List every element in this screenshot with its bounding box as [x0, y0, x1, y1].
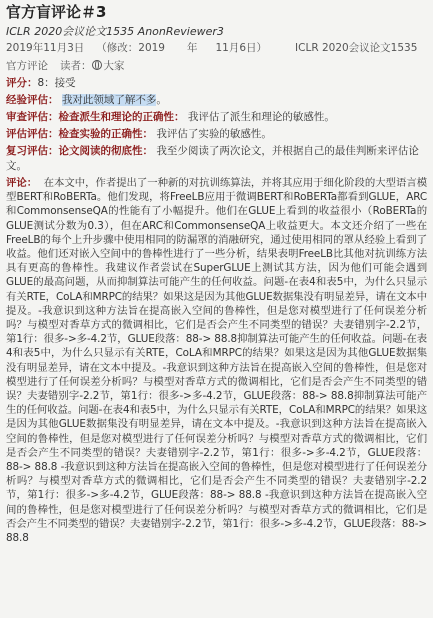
- readers-label: 读者：: [60, 60, 92, 72]
- experience-value[interactable]: 我对此领域了解不多: [61, 94, 157, 106]
- venue-short: ICLR 2020会议论文1535: [295, 42, 418, 54]
- reading-label: 复习评估：论文阅读的彻底性：: [6, 145, 153, 157]
- rating-label: 评分：: [6, 77, 38, 89]
- experiments-field: [6, 127, 427, 142]
- review-text: 在本文中，作者提出了一种新的对抗训练算法，并将其应用于细化阶段的大型语言模型BERT和RoBERTa。他们发现，将FreeLB应用于微调BERT和RoBERTa都看到GLUE，ARC和CommonsenseQA的性能有了小幅提升。他们在GLUE上看到的收益很小（RoBERTa的GLUE测试分数为0.3），但在ARC和CommonsenseQA上收益更大。本文还介绍了一些在FreeLB的每个上升步骤中使用相同的防漏罩的消融研究，通过使用相同的罩从经验上看到了收益。他们还对嵌入空间中的鲁棒性进行了一些分析，结果表明FreeLB比其他对抗训练方法具有更高的鲁棒性。我建议作者尝试在SuperGLUE上测试其方法，因为他们可能会遇到GLUE的最高问题，从而抑制算法可能产生的任何收益。问题-在表4和表5中，为什么只显示有关RTE，CoLA和MRPC的结果？如果这是因为其他GLUE数据集没有明显差异，请在文本中提及。-我意识到这种方法旨在提高嵌入空间的鲁棒性，但是您对模型进行了任何误差分析吗？与模型对香草方式的微调相比，它们是否会产生不同类型的错误？夫妻错别字-2.2节，第1行：很多->多-4.2节，GLUE段落：88-> 88.8抑制算法可能产生的任何收益。问题-在表4和表5中，为什么只显示有关RTE，CoLA和MRPC的结果？如果这是因为其他GLUE数据集没有明显差异，请在文本中提及。-我意识到这种方法旨在提高嵌入空间的鲁棒性，但是您对模型进行了任何误差分析吗？与模型对香草方式的微调相比，它们是否会产生不同类型的错误？夫妻错别字-2.2节，第1行：很多->多-4.2节，GLUE段落：88-> 88.8抑制算法可能产生的任何收益。问题-在表4和表5中，为什么只显示有关RTE，CoLA和MRPC的结果？如果这是因为其他GLUE数据集没有明显差异，请在文本中提及。-我意识到这种方法旨在提高嵌入空间的鲁棒性，但是您对模型进行了任何误差分析吗？与模型对香草方式的微调相比，它们是否会产生不同类型的错误？夫妻错别字-2.2节，第1行：很多->多-4.2节，GLUE段落：88-> 88.8 -我意识到这种方法旨在提高嵌入空间的鲁棒性，但是您对模型进行了任何误差分析吗？与模型对香草方式的微调相比，它们是否会产生不同类型的错误？夫妻错别字-2.2节，第1行：很多->多-4.2节，GLUE段落：88-> 88.8 -我意识到这种方法旨在提高嵌入空间的鲁棒性，但是您对模型进行了任何误差分析吗？与模型对香草方式的微调相比，它们是否会产生不同类型的错误？夫妻错别字-2.2节，第1行：很多->多-4.2节，GLUE段落：88-> 88.8: [6, 177, 428, 545]
- modified-sep: 年: [187, 42, 198, 54]
- modified-label: （修改：2019: [96, 42, 165, 54]
- venue-line: ICLR 2020会议论文1535 AnonReviewer3: [6, 25, 224, 38]
- experience-label: 经验评估：: [6, 94, 59, 106]
- readers-value: 大家: [103, 60, 125, 72]
- reading-value: 我至少阅读了两次论文，并根据自己的最佳判断来评估论文。: [6, 145, 419, 172]
- scrollbar[interactable]: [428, 220, 431, 610]
- experiments-label: 评估评估：检查实验的正确性：: [6, 128, 153, 140]
- rating-value: 8：接受: [37, 77, 76, 89]
- created-date: 2019年11月3日: [6, 42, 85, 54]
- date-line: [6, 41, 427, 56]
- comment-type-label: 官方评论: [6, 60, 48, 72]
- review-body: [6, 176, 427, 545]
- review-title: 官方盲评论＃3: [6, 3, 107, 21]
- rating-field: [6, 76, 427, 91]
- modified-date: 11月6日）: [215, 42, 268, 54]
- readers-line: [6, 59, 427, 74]
- experience-tail: 。: [156, 94, 167, 106]
- globe-icon: [92, 60, 102, 70]
- derivation-label: 审查评估：检查派生和理论的正确性：: [6, 111, 185, 123]
- experiments-value: 我评估了实验的敏感性。: [156, 128, 272, 140]
- review-label: 评论：: [6, 177, 38, 189]
- derivation-value: 我评估了派生和理论的敏感性。: [187, 111, 335, 123]
- reading-field: [6, 144, 427, 174]
- derivation-field: [6, 110, 427, 125]
- experience-field: [6, 93, 427, 108]
